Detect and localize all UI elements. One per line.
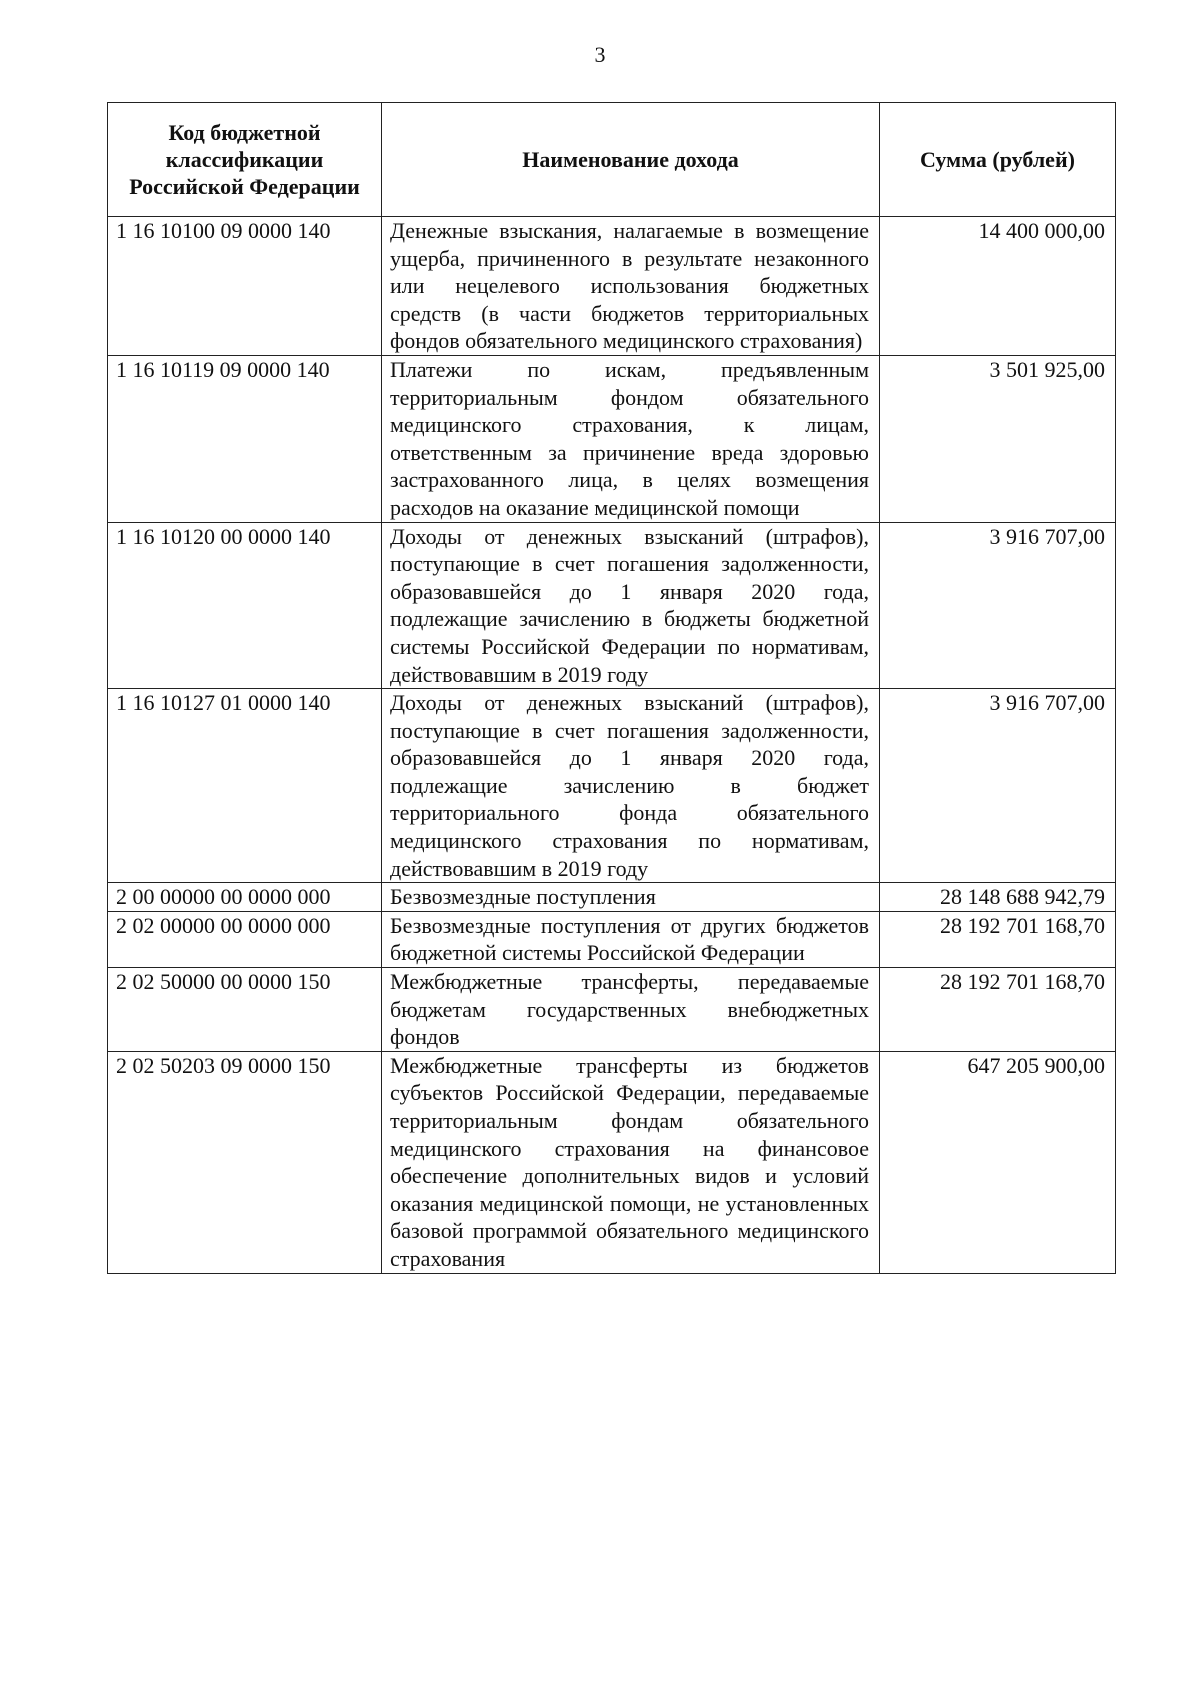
- table-row: [108, 1051, 1116, 1273]
- row-amount: 3 916 707,00: [880, 522, 1116, 689]
- table-header-row: [108, 103, 1116, 217]
- row-name: Денежные взыскания, налагаемые в возмещение ущерба, причиненного в результате незаконного или нецелевого использования бюджетных средств (в части бюджетов территориальных фондов обязательного медицинского страхования): [382, 217, 880, 356]
- row-amount: 28 192 701 168,70: [880, 968, 1116, 1052]
- row-name: Доходы от денежных взысканий (штрафов), поступающие в счет погашения задолженности, образовавшейся до 1 января 2020 года, подлежащие зачислению в бюджеты бюджетной системы Российской Федерации по нормативам, действовавшим в 2019 году: [382, 522, 880, 689]
- row-name: Доходы от денежных взысканий (штрафов), поступающие в счет погашения задолженности, образовавшейся до 1 января 2020 года, подлежащие зачислению в бюджет территориального фонда обязательного медицинского страхования по нормативам, действовавшим в 2019 году: [382, 689, 880, 883]
- row-amount: 647 205 900,00: [880, 1051, 1116, 1273]
- header-name: Наименование дохода: [382, 103, 880, 217]
- row-code: 2 02 50203 09 0000 150: [108, 1051, 382, 1273]
- header-amount: Сумма (рублей): [880, 103, 1116, 217]
- row-code: 1 16 10100 09 0000 140: [108, 217, 382, 356]
- row-amount: 28 148 688 942,79: [880, 883, 1116, 912]
- table-row: [108, 522, 1116, 689]
- table-row: [108, 689, 1116, 883]
- row-name: Платежи по искам, предъявленным территориальным фондом обязательного медицинского страхования, к лицам, ответственным за причинение вреда здоровью застрахованного лица, в целях возмещения расходов на оказание медицинской помощи: [382, 355, 880, 522]
- row-amount: 3 916 707,00: [880, 689, 1116, 883]
- row-code: 2 02 00000 00 0000 000: [108, 911, 382, 967]
- table-row: [108, 968, 1116, 1052]
- row-amount: 3 501 925,00: [880, 355, 1116, 522]
- table-row: [108, 883, 1116, 912]
- revenue-table: [107, 102, 1116, 1274]
- row-name: Межбюджетные трансферты, передаваемые бюджетам государственных внебюджетных фондов: [382, 968, 880, 1052]
- row-code: 1 16 10127 01 0000 140: [108, 689, 382, 883]
- row-name: Межбюджетные трансферты из бюджетов субъектов Российской Федерации, передаваемые территориальным фондам обязательного медицинского страхования на финансовое обеспечение дополнительных видов и условий оказания медицинской помощи, не установленных базовой программой обязательного медицинского страхования: [382, 1051, 880, 1273]
- page-number: 3: [594, 42, 606, 67]
- table-row: [108, 217, 1116, 356]
- row-name: Безвозмездные поступления от других бюджетов бюджетной системы Российской Федерации: [382, 911, 880, 967]
- row-name: Безвозмездные поступления: [382, 883, 880, 912]
- row-code: 2 02 50000 00 0000 150: [108, 968, 382, 1052]
- table-row: [108, 911, 1116, 967]
- row-code: 2 00 00000 00 0000 000: [108, 883, 382, 912]
- row-code: 1 16 10119 09 0000 140: [108, 355, 382, 522]
- header-code: Код бюджетной классификации Российской Федерации: [108, 103, 382, 217]
- table-row: [108, 355, 1116, 522]
- row-code: 1 16 10120 00 0000 140: [108, 522, 382, 689]
- row-amount: 28 192 701 168,70: [880, 911, 1116, 967]
- row-amount: 14 400 000,00: [880, 217, 1116, 356]
